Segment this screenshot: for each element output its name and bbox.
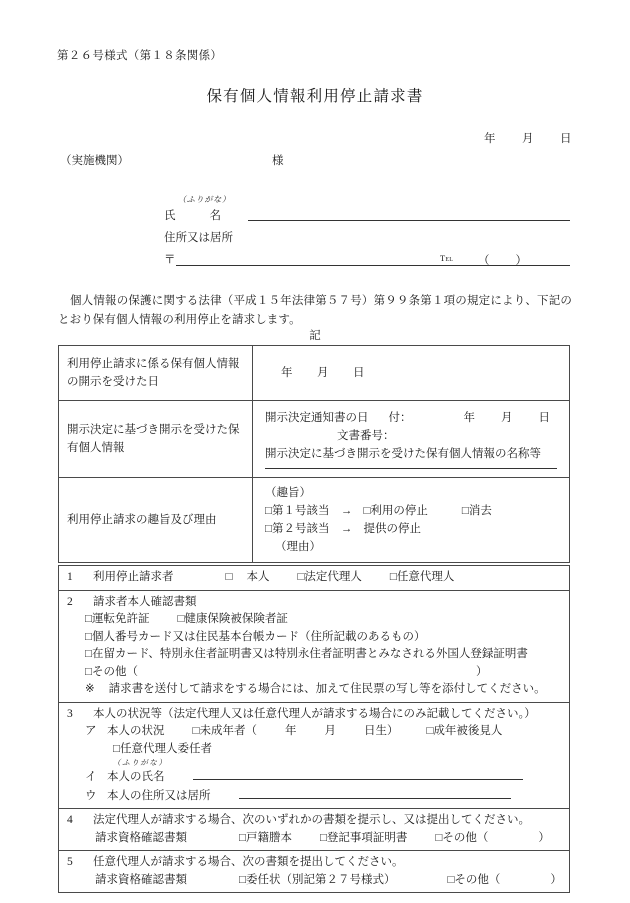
postal-mark: 〒 xyxy=(164,254,176,266)
note-mark-icon: ※ xyxy=(85,683,95,695)
checkbox-family-register[interactable]: □ xyxy=(239,831,246,844)
power-of-attorney-label: 委任状（別記第２７号様式） xyxy=(245,873,396,886)
section-4-number: 4 xyxy=(67,814,73,826)
section-4-doc-label: 請求資格確認書類 xyxy=(95,831,187,844)
other-qualification-close-paren: ） xyxy=(538,831,550,844)
header-date-month: 月 xyxy=(522,133,534,145)
section-5-options[interactable] xyxy=(67,872,563,890)
section-1-cell[interactable] xyxy=(59,566,570,591)
section-5-title: 任意代理人が請求する場合、次の書類を提出してください。 xyxy=(93,856,404,868)
other-qualification-label: その他（ xyxy=(442,831,489,844)
checkbox-item1[interactable]: □ xyxy=(265,505,272,517)
reason-heading: （理由） xyxy=(275,541,321,553)
page-title: 保有個人情報利用停止請求書 xyxy=(206,88,424,105)
table-row xyxy=(59,590,570,702)
disclosure-date-day: 日 xyxy=(353,367,365,379)
item-c-label: 本人の住所又は居所 xyxy=(107,789,211,802)
checkbox-item2[interactable]: □ xyxy=(265,523,272,535)
stop-provision-label: 提供の停止 xyxy=(363,523,421,535)
table-row xyxy=(59,478,570,563)
residence-card-label: 在留カード、特別永住者証明書又は特別永住者証明書とみなされる外国人登録証明書 xyxy=(91,648,528,660)
checkbox-my-number-card[interactable]: □ xyxy=(85,630,92,643)
checkbox-stop-use[interactable]: □ xyxy=(363,505,371,517)
erase-label: 消去 xyxy=(468,505,492,517)
section-2-number: 2 xyxy=(67,595,73,608)
form-number: 第２６号様式（第１８条関係） xyxy=(57,50,223,62)
section-2-item-3[interactable] xyxy=(67,629,563,647)
checkbox-legal-agent[interactable]: □ xyxy=(297,571,305,583)
tel-open-paren: （ xyxy=(478,255,490,267)
checkbox-health-insurance[interactable]: □ xyxy=(177,613,185,625)
item-a-marker: ア xyxy=(85,725,97,737)
section-4-options[interactable] xyxy=(67,830,563,848)
section-2-title-line xyxy=(67,594,563,612)
purpose-heading: （趣旨） xyxy=(265,487,311,499)
document-number-label: 文書番号： xyxy=(337,430,395,442)
disclosure-notice-year: 年 xyxy=(463,412,475,424)
header-date-year: 年 xyxy=(484,133,496,145)
item-c-marker: ウ xyxy=(85,789,97,802)
section-3-item-a-opt3[interactable] xyxy=(67,741,563,759)
furigana-note: （ふりがな） xyxy=(178,195,231,204)
section-5-doc-label: 請求資格確認書類 xyxy=(95,873,187,886)
purpose-item2-label: 第２号該当 xyxy=(271,523,330,535)
health-insurance-label: 健康保険被保険者証 xyxy=(184,613,288,625)
voluntary-agent-label: 任意代理人 xyxy=(396,571,455,583)
disclosed-info-input-rule[interactable] xyxy=(265,467,557,469)
section-4-cell[interactable] xyxy=(59,809,570,851)
item-a-label: 本人の状況 xyxy=(107,725,165,737)
checkbox-minor[interactable]: □ xyxy=(192,725,200,737)
minor-birth-day: 日生） xyxy=(363,725,399,737)
section-5-title-line xyxy=(67,854,563,872)
disclosure-date-month: 月 xyxy=(317,367,329,379)
purpose-item1-label: 第１号該当 xyxy=(271,505,330,517)
table-row xyxy=(59,809,570,851)
row-value-disclosure-date[interactable] xyxy=(253,346,570,401)
section-3-item-a[interactable] xyxy=(67,723,563,741)
section-3-item-c[interactable] xyxy=(67,787,563,806)
arrow-icon: → xyxy=(340,523,353,535)
purpose-item-1[interactable] xyxy=(263,502,561,520)
address-label: 住所又は居所 xyxy=(164,232,233,244)
table-row xyxy=(59,346,570,401)
disclosure-notice-date-line xyxy=(263,409,561,427)
minor-label: 未成年者（ xyxy=(199,725,257,737)
name-label-part2: 名 xyxy=(209,210,221,222)
disclosure-notice-month: 月 xyxy=(501,412,513,424)
disclosure-notice-date-label: 付： xyxy=(388,412,412,424)
section-2-item-1[interactable] xyxy=(67,611,563,629)
checkbox-voluntary-delegator[interactable]: □ xyxy=(113,742,120,755)
stop-use-label: 利用の停止 xyxy=(370,505,428,517)
my-number-card-label: 個人番号カード又は住民基本台帳カード（住所記載のあるもの） xyxy=(91,630,426,643)
other-proxy-doc-label: その他（ xyxy=(454,873,501,886)
other-id-label: その他（ xyxy=(91,665,138,678)
section-4-title-line xyxy=(67,812,563,830)
item-b-label: 本人の氏名 xyxy=(107,771,165,783)
section-5-number: 5 xyxy=(67,856,73,868)
checkbox-other-proxy-doc[interactable]: □ xyxy=(447,873,455,886)
row-label-disclosure-date: 利用停止請求に係る保有個人情報の開示を受けた日 xyxy=(59,346,253,401)
disclosure-notice-label: 開示決定通知書の日 xyxy=(265,412,369,424)
family-register-label: 戸籍謄本 xyxy=(245,831,292,844)
row-value-purpose-reason[interactable] xyxy=(253,478,570,563)
row-label-purpose-reason: 利用停止請求の趣旨及び理由 xyxy=(59,478,253,563)
header-date-line xyxy=(484,130,572,146)
tel-input-field[interactable] xyxy=(478,252,527,268)
registry-certificate-label: 登記事項証明書 xyxy=(326,831,408,844)
disclosure-notice-day: 日 xyxy=(538,412,550,424)
minor-birth-year: 年 xyxy=(284,725,297,737)
section-3-title: 本人の状況等（法定代理人又は任意代理人が請求する場合にのみ記載してください。） xyxy=(93,707,536,720)
section-3-title-line xyxy=(67,706,563,724)
legal-agent-label: 法定代理人 xyxy=(304,571,362,583)
section-4-title: 法定代理人が請求する場合、次のいずれかの書類を提示し、又は提出してください。 xyxy=(93,814,530,826)
principal-name-input-rule[interactable] xyxy=(193,768,523,780)
ki-mark: 記 xyxy=(309,330,321,342)
purpose-item-2[interactable] xyxy=(263,520,561,538)
voluntary-delegator-label: 任意代理人委任者 xyxy=(119,742,212,755)
section-5-cell[interactable] xyxy=(59,851,570,893)
tel-label: Tel xyxy=(440,253,454,263)
section-3-number: 3 xyxy=(67,707,73,720)
minor-birth-month: 月 xyxy=(324,725,336,737)
checkbox-erase[interactable]: □ xyxy=(461,505,469,517)
checkbox-power-of-attorney[interactable]: □ xyxy=(239,873,246,886)
statute-paragraph: 個人情報の保護に関する法律（平成１５年法律第５７号）第９９条第１項の規定により、下記のとおり保有個人情報の利用停止を請求します。 xyxy=(58,295,572,326)
table-row xyxy=(59,851,570,893)
section-1-line xyxy=(67,569,563,587)
header-date-day: 日 xyxy=(560,133,572,145)
other-id-close-paren: ） xyxy=(475,665,488,678)
section-2-item-4[interactable] xyxy=(67,646,563,664)
checkbox-registry-certificate[interactable]: □ xyxy=(319,831,327,844)
arrow-icon: → xyxy=(340,505,353,517)
section-2-item-5[interactable] xyxy=(67,664,563,682)
row-value-disclosed-info[interactable] xyxy=(253,401,570,478)
section-2-cell[interactable] xyxy=(59,590,570,702)
row-label-disclosed-info: 開示決定に基づき開示を受けた保有個人情報 xyxy=(59,401,253,478)
agency-honorific: 様 xyxy=(272,155,284,167)
name-input-rule[interactable] xyxy=(248,220,570,221)
principal-address-input-rule[interactable] xyxy=(239,787,511,799)
table-row xyxy=(59,702,570,809)
section-3-item-b[interactable] xyxy=(67,768,563,787)
other-proxy-doc-close-paren: ） xyxy=(550,873,562,886)
tel-close-paren: ） xyxy=(515,255,527,267)
item-b-marker: イ xyxy=(85,771,97,783)
section-2-note xyxy=(67,681,563,699)
section-3-furigana-note: （ふりがな） xyxy=(113,758,168,767)
section-2-title: 請求者本人確認書類 xyxy=(93,595,197,608)
name-label xyxy=(164,207,221,223)
checkbox-other-qualification[interactable]: □ xyxy=(435,831,443,844)
adult-ward-label: 成年被後見人 xyxy=(433,725,503,737)
table-row xyxy=(59,566,570,591)
checkbox-adult-ward[interactable]: □ xyxy=(426,725,434,737)
disclosed-info-name-label: 開示決定に基づき開示を受けた保有個人情報の名称等 xyxy=(265,448,541,460)
section-3-cell[interactable] xyxy=(59,702,570,809)
checkbox-other-id[interactable]: □ xyxy=(85,665,92,678)
name-label-part1: 氏 xyxy=(164,210,176,222)
section-2-note-text: 請求書を送付して請求をする場合には、加えて住民票の写し等を添付してください。 xyxy=(108,683,546,695)
self-label: 本人 xyxy=(246,571,270,583)
instructions-table xyxy=(58,565,570,893)
section-1-title: 利用停止請求者 xyxy=(93,571,174,583)
disclosure-date-year: 年 xyxy=(281,367,293,379)
drivers-license-label: 運転免許証 xyxy=(91,613,150,625)
agency-label: （実施機関） xyxy=(60,155,129,167)
checkbox-voluntary-agent[interactable]: □ xyxy=(389,571,397,583)
checkbox-self[interactable]: □ xyxy=(225,571,233,583)
checkbox-residence-card[interactable]: □ xyxy=(85,648,92,660)
section-1-number: 1 xyxy=(67,571,73,583)
main-request-table xyxy=(58,345,570,563)
checkbox-drivers-license[interactable]: □ xyxy=(85,613,92,625)
table-row xyxy=(59,401,570,478)
